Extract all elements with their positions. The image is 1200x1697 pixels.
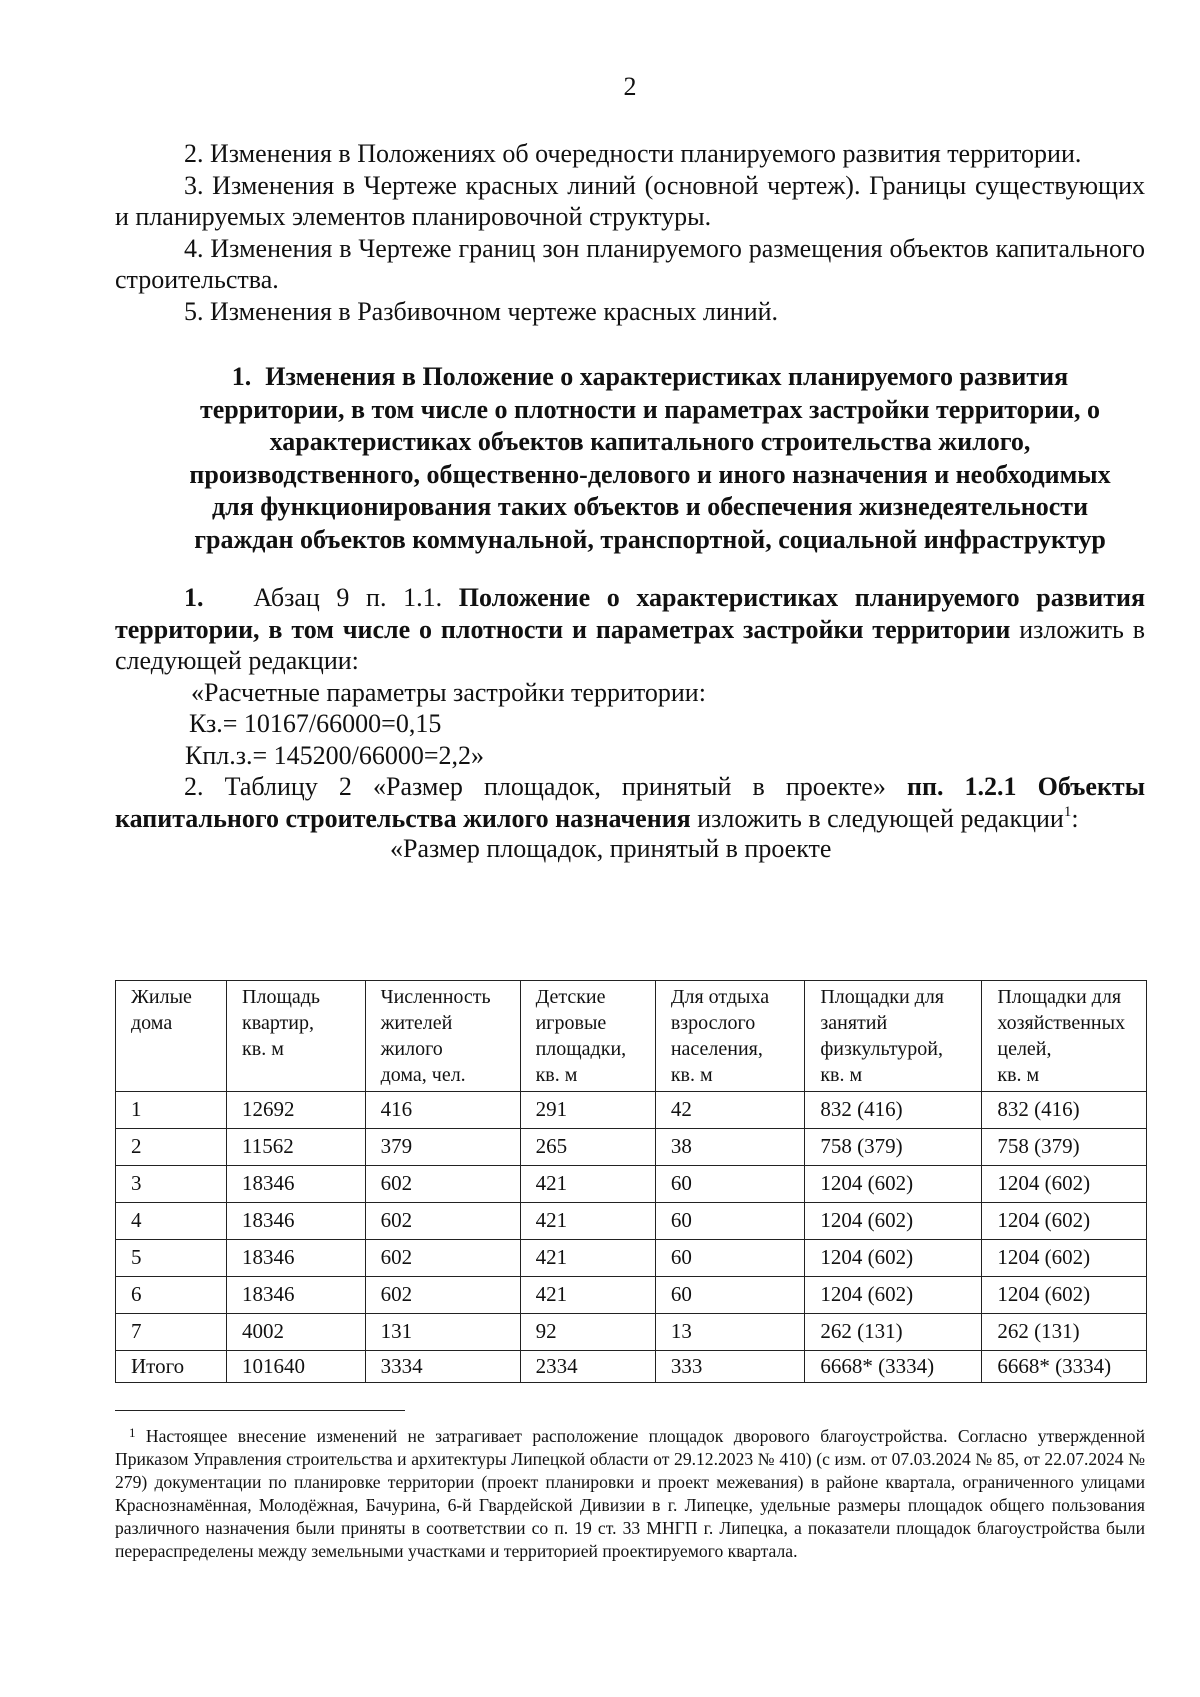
table-cell: 1204 (602)	[982, 1277, 1147, 1314]
body-text	[115, 138, 1145, 862]
table-row	[116, 1277, 1147, 1314]
table-cell: 60	[655, 1203, 805, 1240]
table-cell: 1204 (602)	[805, 1240, 982, 1277]
table-cell: 832 (416)	[805, 1092, 982, 1129]
header-line: населения,	[670, 1038, 763, 1060]
table-header-cell	[116, 981, 227, 1092]
header-line: хозяйственных	[997, 1012, 1126, 1034]
header-line: Для отдыха	[670, 986, 770, 1008]
item-1-paragraph	[115, 582, 1145, 677]
header-line: взрослого	[670, 1012, 756, 1034]
table-row	[116, 1166, 1147, 1203]
table-cell: 38	[655, 1129, 805, 1166]
header-line: целей,	[997, 1038, 1052, 1060]
table-cell: 832 (416)	[982, 1092, 1147, 1129]
table-cell: 18346	[227, 1166, 366, 1203]
item-1-lead: Абзац 9 п. 1.1.	[253, 583, 443, 612]
table-header-cell	[655, 981, 805, 1092]
header-line: кв. м	[820, 1064, 863, 1086]
header-line: Жилые	[131, 986, 192, 1008]
section-heading-number: 1.	[231, 362, 252, 391]
table-cell: 42	[655, 1092, 805, 1129]
table-cell: 602	[365, 1277, 520, 1314]
formula-title: «Расчетные параметры застройки территории:	[191, 677, 706, 707]
table-cell: 3334	[365, 1351, 520, 1383]
table-cell: 1204 (602)	[982, 1203, 1147, 1240]
table-row	[116, 1351, 1147, 1383]
table-cell: 758 (379)	[982, 1129, 1147, 1166]
table-cell: 262 (131)	[805, 1314, 982, 1351]
table-cell: 602	[365, 1203, 520, 1240]
item-1-tail: изложить в следующей редакции:	[115, 614, 1146, 675]
table-cell: 421	[520, 1277, 655, 1314]
table-cell: 12692	[227, 1092, 366, 1129]
table-cell: 5	[116, 1240, 227, 1277]
footnote-mark: 1	[129, 1425, 136, 1440]
header-line: Численность	[380, 986, 491, 1008]
item-2-colon: :	[1071, 803, 1079, 833]
table-cell: 262 (131)	[982, 1314, 1147, 1351]
formula-kz: Кз.= 10167/66000=0,15	[189, 709, 442, 738]
header-line: кв. м	[670, 1064, 713, 1086]
table-row	[116, 1240, 1147, 1277]
table-header-cell	[227, 981, 366, 1092]
intro-item-2: 2. Изменения в Положениях об очередности планируемого развития территории.	[184, 139, 1082, 168]
table-cell: 2334	[520, 1351, 655, 1383]
table-cell: 602	[365, 1166, 520, 1203]
table-cell: 421	[520, 1203, 655, 1240]
table-cell: 1204 (602)	[982, 1240, 1147, 1277]
table-cell: 6668* (3334)	[982, 1351, 1147, 1383]
footnote-divider	[115, 1410, 405, 1411]
table-cell: 421	[520, 1240, 655, 1277]
table-cell: 2	[116, 1129, 227, 1166]
table-cell: 421	[520, 1166, 655, 1203]
table-cell: 379	[365, 1129, 520, 1166]
table-cell: 1204 (602)	[805, 1166, 982, 1203]
table-cell: 333	[655, 1351, 805, 1383]
table-cell: 291	[520, 1092, 655, 1129]
table-row	[116, 1129, 1147, 1166]
item-2-bold: пп. 1.2.1 Объекты капитального строительства жилого назначения	[115, 772, 1145, 833]
header-line: физкультурой,	[820, 1038, 943, 1060]
table-cell: 92	[520, 1314, 655, 1351]
table-header-cell	[805, 981, 982, 1092]
table-caption: «Размер площадок, принятый в проекте	[390, 834, 832, 863]
table-cell: 1204 (602)	[982, 1166, 1147, 1203]
table-body	[116, 1092, 1147, 1383]
table-cell: 758 (379)	[805, 1129, 982, 1166]
table-cell: 13	[655, 1314, 805, 1351]
header-line: жителей	[380, 1012, 453, 1034]
table-header-cell	[520, 981, 655, 1092]
page-number: 2	[623, 72, 637, 101]
table-cell: 18346	[227, 1277, 366, 1314]
table-cell: 4002	[227, 1314, 366, 1351]
table-cell: 1204 (602)	[805, 1203, 982, 1240]
header-line: Площадки для	[820, 986, 944, 1008]
sites-table	[115, 980, 1147, 1383]
table-cell: 1204 (602)	[805, 1277, 982, 1314]
table-header-cell	[365, 981, 520, 1092]
table-cell: 3	[116, 1166, 227, 1203]
table-cell: 6	[116, 1277, 227, 1314]
item-2-tail: изложить в следующей редакции	[697, 803, 1064, 833]
table-cell: 60	[655, 1240, 805, 1277]
table-cell: 7	[116, 1314, 227, 1351]
table-cell: 101640	[227, 1351, 366, 1383]
table-cell: 265	[520, 1129, 655, 1166]
table-header-cell	[982, 981, 1147, 1092]
table-row	[116, 1314, 1147, 1351]
table-cell: 602	[365, 1240, 520, 1277]
footnote-ref[interactable]: 1	[1063, 803, 1072, 820]
table-cell: 131	[365, 1314, 520, 1351]
item-1-number: 1.	[184, 583, 204, 612]
header-line: кв. м	[242, 1038, 284, 1060]
header-line: площадки,	[535, 1038, 627, 1060]
table-cell: 60	[655, 1277, 805, 1314]
item-2-paragraph	[115, 771, 1145, 834]
header-line: кв. м	[535, 1064, 578, 1086]
table-cell: 11562	[227, 1129, 366, 1166]
formula-kplz: Кпл.з.= 145200/66000=2,2»	[185, 740, 485, 770]
intro-item-3: 3. Изменения в Чертеже красных линий (основной чертеж). Границы существующих и планируемых элементов планировочной структуры.	[115, 170, 1145, 231]
header-line: квартир,	[242, 1012, 314, 1034]
header-line: занятий	[820, 1012, 888, 1034]
intro-item-5: 5. Изменения в Разбивочном чертеже красных линий.	[184, 296, 779, 326]
header-line: Детские	[535, 986, 606, 1008]
section-heading-text: Изменения в Положение о характеристиках планируемого развития территории, в том числе о плотности и параметрах застройки территории, о характеристиках объектов капитального строительства жилого, производственного, общественно-делового и иного назначения и необходимых для функционирования таких объектов и обеспечения жизнедеятельности граждан объектов коммунальной, транспортной, социальной инфраструктур	[189, 362, 1111, 554]
footnote-text: Настоящее внесение изменений не затрагивает расположение площадок дворового благоустройства. Согласно утвержденной Приказом Управления строительства и архитектуры Липецкой области от 29.12.2023 № 410) (с изм. от 07.03.2024 № 85, от 22.07.2024 № 279) документации по планировке территории (проект планировки и проект межевания) в районе квартала, ограниченного улицами Краснознамённая, Молодёжная, Бачурина, 6-й Гвардейской Дивизии в г. Липецке, удельные размеры площадок общего пользования различного назначения были приняты в соответствии со п. 19 ст. 33 МНГП г. Липецка, а показатели площадок благоустройства были перераспределены между земельными участками и территорией проектируемого квартала.	[115, 1426, 1146, 1562]
item-1-bold: Положение о характеристиках планируемого развития территории, в том числе о плотности и параметрах застройки территории	[115, 583, 1146, 644]
table-cell: 4	[116, 1203, 227, 1240]
table-row	[116, 1092, 1147, 1129]
table-cell: 6668* (3334)	[805, 1351, 982, 1383]
item-2-lead: 2. Таблицу 2 «Размер площадок, принятый в проекте»	[184, 772, 886, 801]
header-line: Площадь	[242, 986, 321, 1008]
table-cell: 18346	[227, 1240, 366, 1277]
header-line: кв. м	[997, 1064, 1040, 1086]
section-heading	[175, 361, 1125, 556]
table-header-row	[116, 981, 1147, 1092]
header-line: Площадки для	[997, 986, 1122, 1008]
table-cell: 60	[655, 1166, 805, 1203]
header-line: дома	[131, 1012, 173, 1034]
table-cell: 416	[365, 1092, 520, 1129]
header-line: игровые	[535, 1012, 607, 1034]
header-line: жилого	[380, 1038, 443, 1060]
table-cell: Итого	[116, 1351, 227, 1383]
table-cell: 1	[116, 1092, 227, 1129]
intro-item-4: 4. Изменения в Чертеже границ зон планируемого размещения объектов капитального строительства.	[115, 233, 1145, 294]
header-line: дома, чел.	[380, 1064, 466, 1086]
table-row	[116, 1203, 1147, 1240]
spacer	[115, 556, 1145, 582]
footnote	[115, 1425, 1145, 1564]
table-cell: 18346	[227, 1203, 366, 1240]
